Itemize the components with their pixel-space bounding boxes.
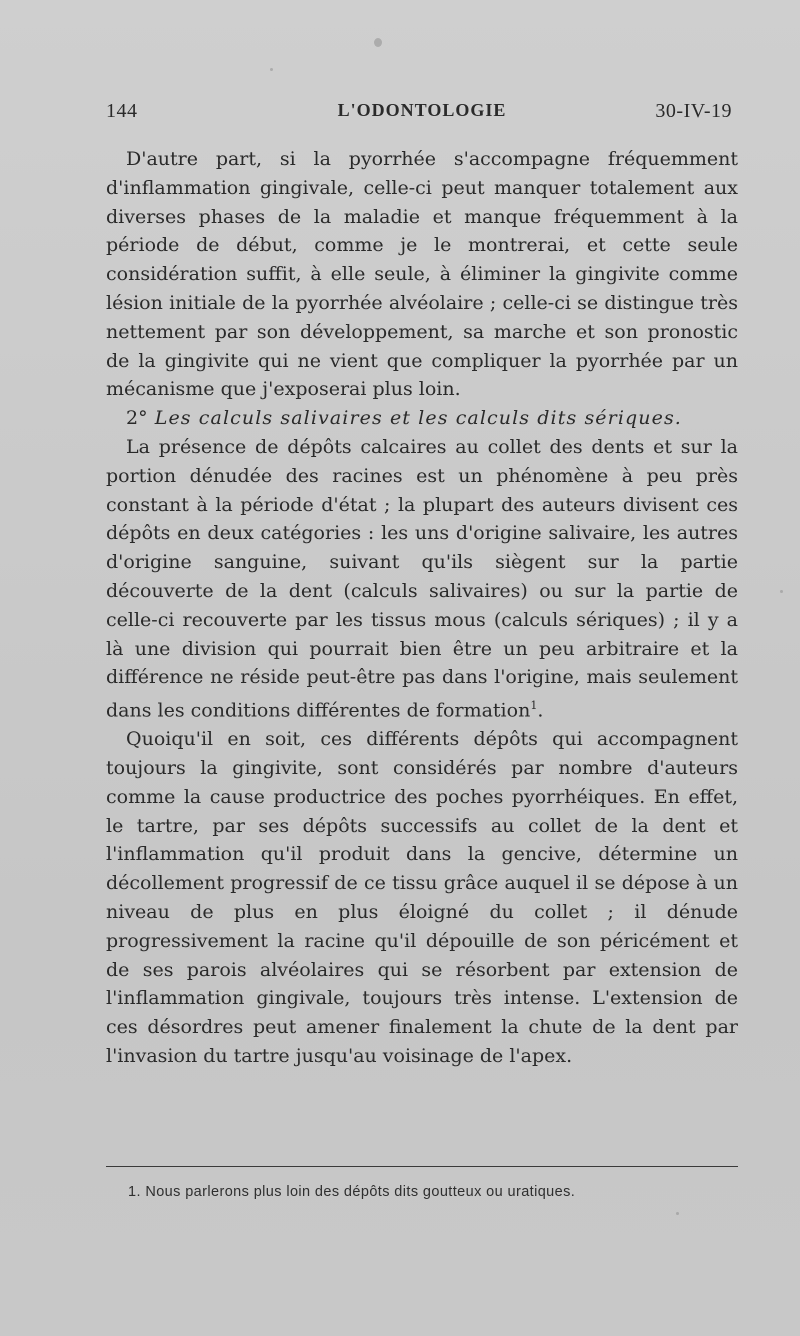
footnote-separator xyxy=(106,1166,738,1167)
footnote xyxy=(128,1184,738,1200)
section-title: Les calculs salivaires et les calculs dits sériques. xyxy=(154,407,682,430)
running-title: L'ODONTOLOGIE xyxy=(337,100,507,120)
paper-speck xyxy=(780,590,783,593)
issue-date: 30-IV-19 xyxy=(655,100,732,122)
footnote-text: Nous parlerons plus loin des dépôts dits goutteux ou uratiques. xyxy=(145,1184,576,1200)
section-heading xyxy=(106,404,738,433)
body-text xyxy=(106,145,738,1071)
page-header xyxy=(106,100,738,132)
paragraph-text: La présence de dépôts calcaires au collet des dents et sur la portion dénudée des racines est un phénomène à peu près constant à la période d'état ; la plupart des auteurs divisent ces dépôts en deux catégories : les uns d'origine salivaire, les autres d'origine sanguine, suivant qu'ils siègent sur la partie découverte de la dent (calculs salivaires) ou sur la partie de celle-ci recouverte par les tissus mous (calculs sériques) ; il y a là une division qui pourrait bien être un peu arbitraire et la différence ne réside peut-être pas dans l'origine, mais seulement dans les conditions différentes de formation xyxy=(106,435,738,722)
paper-speck xyxy=(270,68,273,71)
paragraph xyxy=(106,433,738,725)
section-number: 2° xyxy=(126,407,148,430)
paragraph: D'autre part, si la pyorrhée s'accompagne fréquemment d'inflammation gingivale, celle-ci peut manquer totalement aux diverses phases de la maladie et manque fréquemment à la période de début, comme je le montrerai, et cette seule considération suffit, à elle seule, à éliminer la gingivite comme lésion initiale de la pyorrhée alvéolaire ; celle-ci se distingue très nettement par son développement, sa marche et son pronostic de la gingivite qui ne vient que compliquer la pyorrhée par un mécanisme que j'exposerai plus loin. xyxy=(106,148,738,401)
footnote-reference: 1 xyxy=(530,699,538,713)
paragraph-end: . xyxy=(537,699,544,722)
footnote-number: 1. xyxy=(128,1184,141,1200)
page-number: 144 xyxy=(106,100,138,122)
paper-speck xyxy=(374,38,382,47)
paragraph: Quoiqu'il en soit, ces différents dépôts qui accompagnent toujours la gingivite, sont considérés par nombre d'auteurs comme la cause productrice des poches pyorrhéiques. En effet, le tartre, par ses dépôts successifs au collet de la dent et l'inflammation qu'il produit dans la gencive, détermine un décollement progressif de ce tissu grâce auquel il se dépose à un niveau de plus en plus éloigné du collet ; il dénude progressivement la racine qu'il dépouille de son péricément et de ses parois alvéolaires qui se résorbent par extension de l'inflammation gingivale, toujours très intense. L'extension de ces désordres peut amener finalement la chute de la dent par l'invasion du tartre jusqu'au voisinage de l'apex. xyxy=(106,728,738,1068)
paper-speck xyxy=(676,1212,679,1215)
